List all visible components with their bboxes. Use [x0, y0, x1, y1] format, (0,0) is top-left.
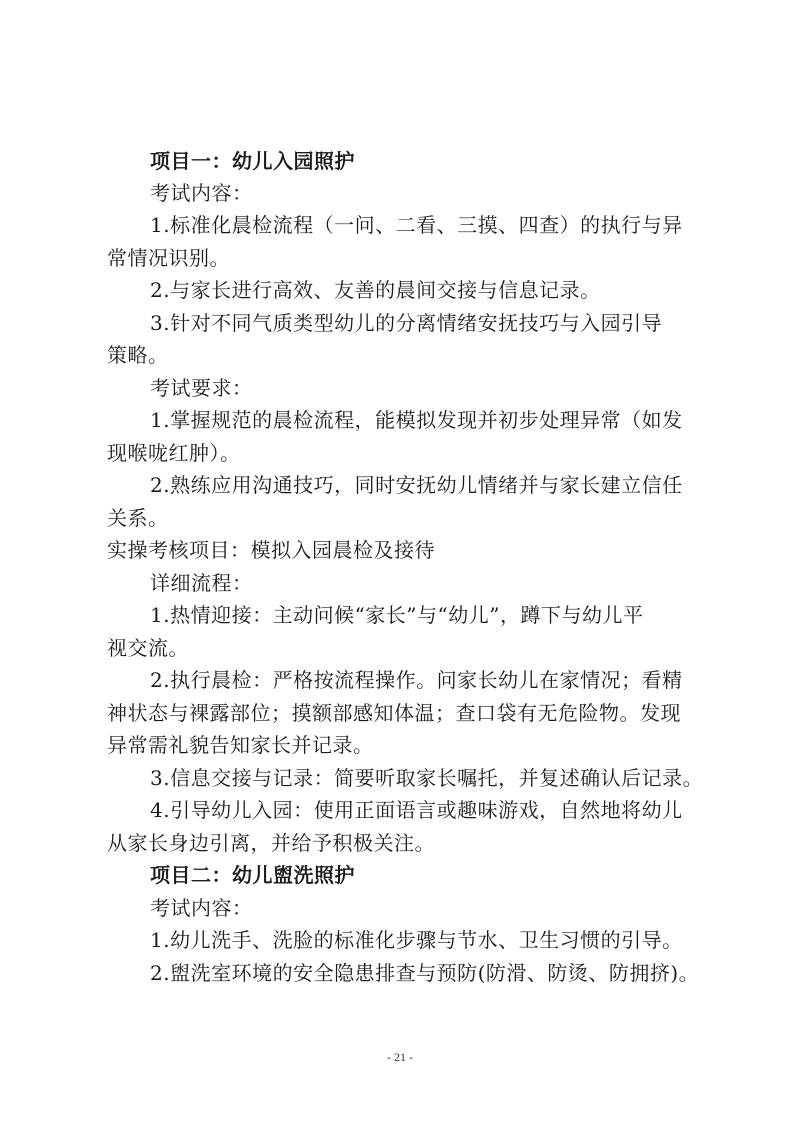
subheading-exam-content-1: 考试内容： — [150, 181, 253, 205]
subheading-exam-content-2: 考试内容： — [150, 896, 253, 920]
paragraph-line: 关系。 — [107, 506, 169, 530]
paragraph-line: 1.标准化晨检流程（一问、二看、三摸、四查）的执行与异 — [150, 213, 683, 237]
section-heading-2: 项目二：幼儿盥洗照护 — [150, 863, 355, 887]
paragraph-line: 现喉咙红肿）。 — [107, 441, 241, 465]
paragraph-line: 1.掌握规范的晨检流程，能模拟发现并初步处理异常（如发 — [150, 408, 683, 432]
paragraph-line: 1.热情迎接：主动问候“家长”与“幼儿”，蹲下与幼儿平 — [150, 603, 644, 627]
paragraph-line: 2.执行晨检：严格按流程操作。问家长幼儿在家情况；看精 — [150, 668, 683, 692]
page-number: - 21 - — [387, 1050, 413, 1064]
subheading-exam-requirements: 考试要求： — [150, 376, 253, 400]
paragraph-line: 常情况识别。 — [107, 246, 230, 270]
paragraph-line: 1.幼儿洗手、洗脸的标准化步骤与节水、卫生习惯的引导。 — [150, 928, 683, 952]
paragraph-line: 2.与家长进行高效、友善的晨间交接与信息记录。 — [150, 278, 601, 302]
practical-item-heading: 实操考核项目：模拟入园晨检及接待 — [107, 538, 435, 562]
section-heading-1: 项目一：幼儿入园照护 — [150, 149, 355, 173]
paragraph-line: 神状态与裸露部位；摸额部感知体温；查口袋有无危险物。发现 — [107, 701, 681, 725]
subheading-detailed-process: 详细流程： — [150, 571, 253, 595]
paragraph-line: 策略。 — [107, 343, 169, 367]
paragraph-line: 异常需礼貌告知家长并记录。 — [107, 733, 374, 757]
paragraph-line: 4.引导幼儿入园：使用正面语言或趣味游戏，自然地将幼儿 — [150, 798, 683, 822]
paragraph-line: 3.信息交接与记录：简要听取家长嘱托，并复述确认后记录。 — [150, 766, 704, 790]
paragraph-line: 2.熟练应用沟通技巧，同时安抚幼儿情绪并与家长建立信任 — [150, 473, 683, 497]
paragraph-line: 视交流。 — [107, 636, 189, 660]
paragraph-line: 2.盥洗室环境的安全隐患排查与预防(防滑、防烫、防拥挤)。 — [150, 961, 700, 985]
paragraph-line: 从家长身边引离，并给予积极关注。 — [107, 831, 435, 855]
paragraph-line: 3.针对不同气质类型幼儿的分离情绪安抚技巧与入园引导 — [150, 311, 663, 335]
